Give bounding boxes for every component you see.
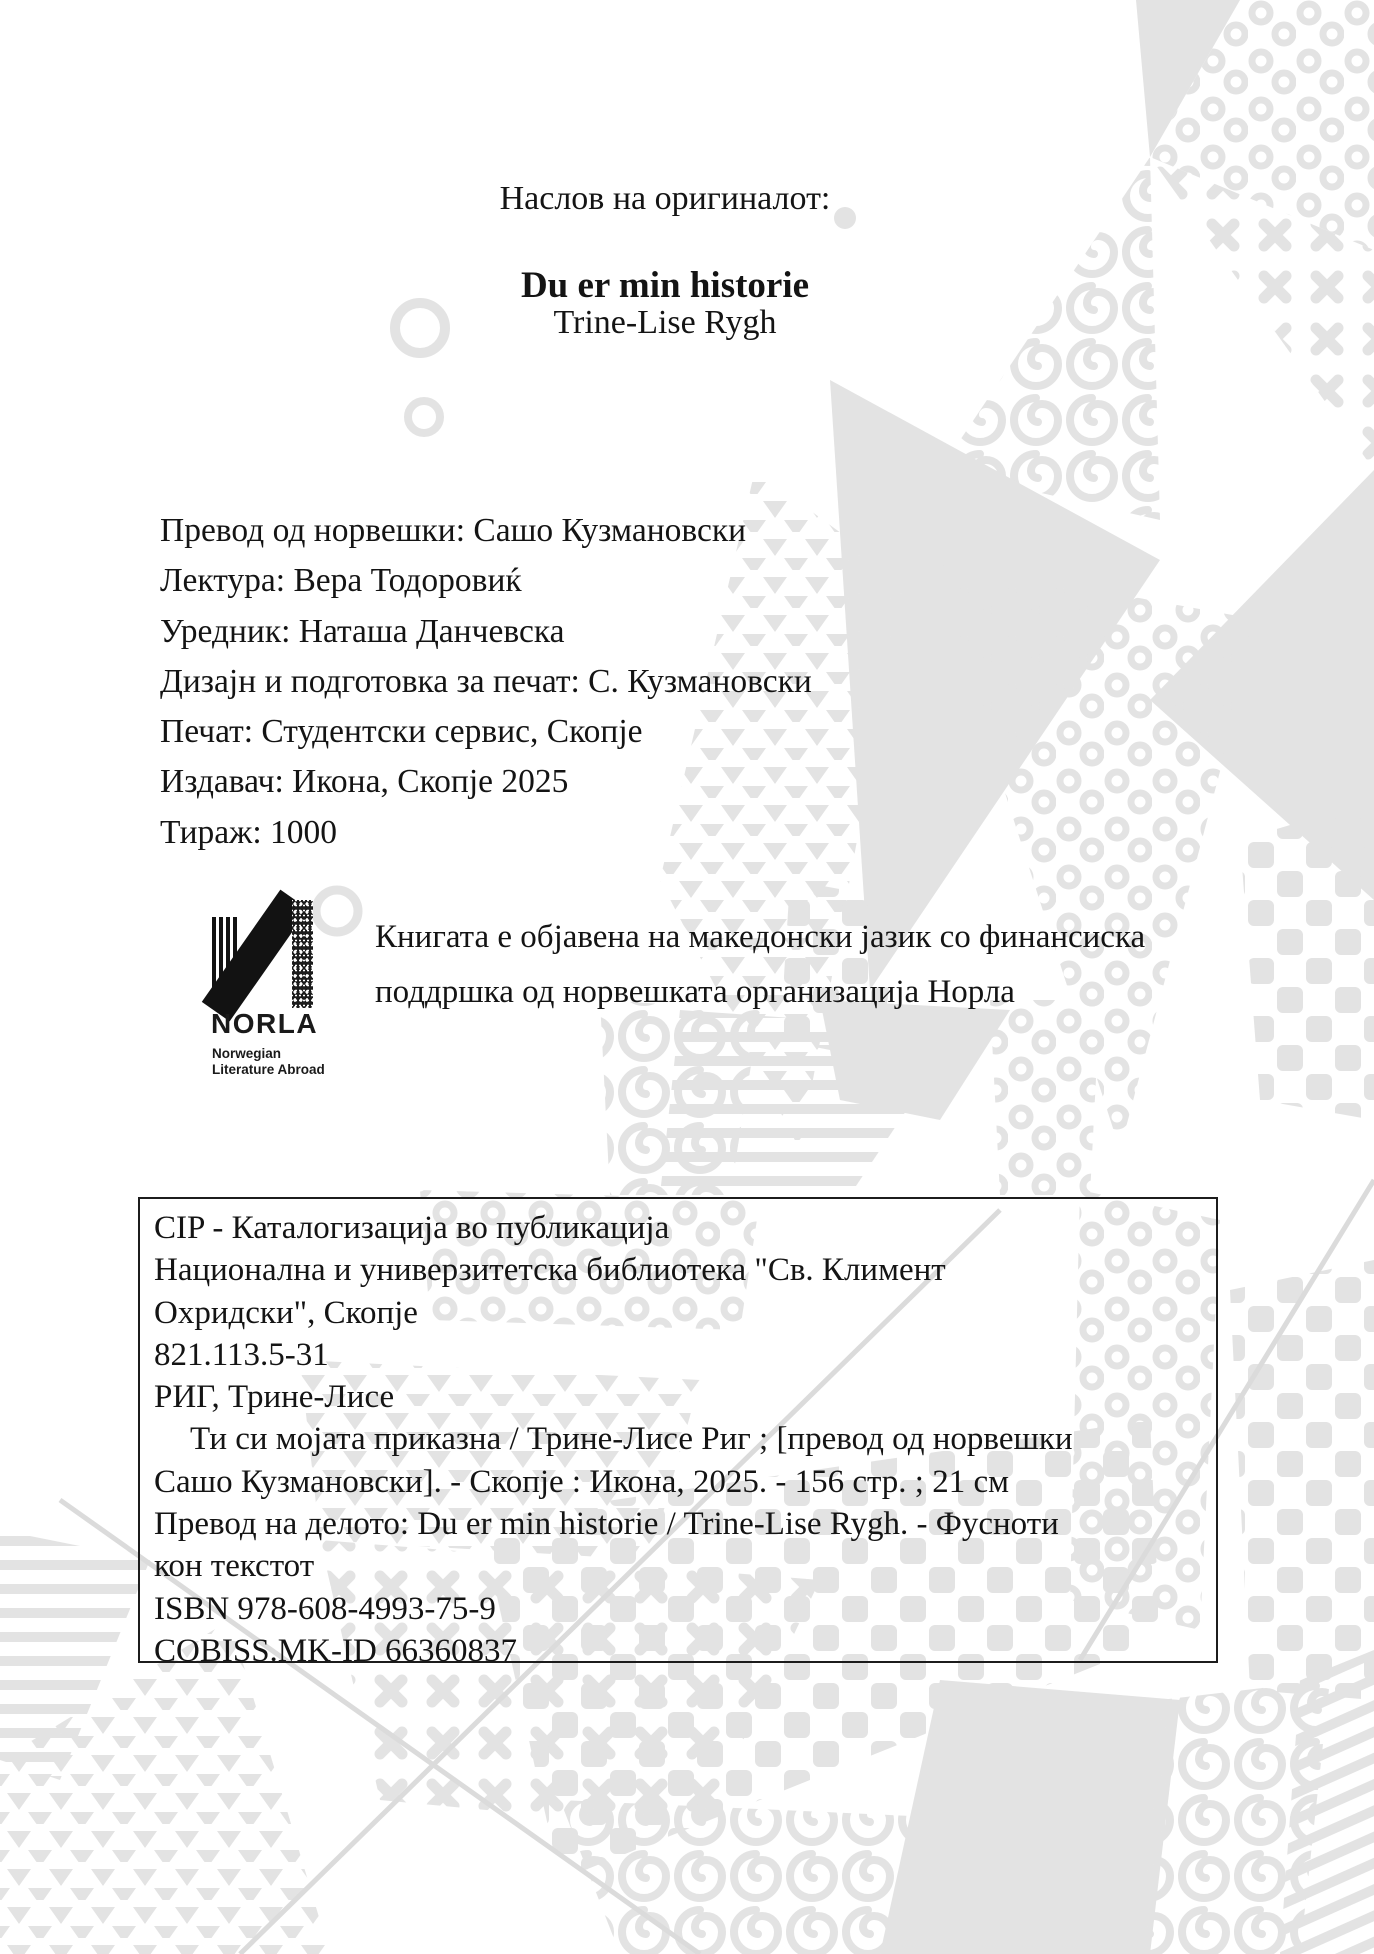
norla-logo-wordmark: NORLA	[211, 1008, 319, 1039]
credit-translator: Превод од норвешки: Сашо Кузмановски	[160, 512, 747, 549]
cip-translation-note-line2: кон текстот	[154, 1548, 315, 1585]
cip-title-statement-line2: Сашо Кузмановски]. - Скопје : Икона, 2025. - 156 стр. ; 21 см	[154, 1463, 1010, 1500]
cip-isbn: ISBN 978-608-4993-75-9	[154, 1590, 496, 1627]
cip-author-heading: РИГ, Трине-Лисе	[154, 1379, 395, 1416]
cip-translation-note-line1: Превод на делото: Du er min historie / Trine-Lise Rygh. - Фусноти	[154, 1506, 1059, 1543]
cip-header: CIP - Каталогизација во публикација	[154, 1210, 670, 1246]
norla-logo-mark-textured-bar	[292, 900, 313, 1008]
cip-udc-number: 821.113.5-31	[154, 1336, 329, 1373]
original-title-label: Наслов на оригиналот:	[499, 180, 831, 217]
norla-support-note: Книгата е објавена на македонски јазик со финансиска поддршка од норвешката организација Норла	[375, 919, 1146, 1010]
credit-design: Дизајн и подготовка за печат: С. Кузмановски	[160, 662, 812, 700]
original-title: Du er min historie	[520, 265, 810, 306]
credit-publisher: Издавач: Икона, Скопје 2025	[160, 763, 569, 801]
original-author: Trine-Lise Rygh	[553, 304, 777, 341]
cip-library-line1: Национална и универзитетска библиотека "Св. Климент	[154, 1252, 946, 1289]
cip-cobiss-id: COBISS.MK-ID 66360837	[154, 1632, 518, 1669]
credits-block	[160, 506, 812, 858]
credit-print: Печат: Студентски сервис, Скопје	[160, 713, 643, 751]
cip-box	[138, 1197, 1218, 1669]
credit-proofreader: Лектура: Вера Тодоровиќ	[160, 562, 522, 600]
norla-logo-tagline: Norwegian Literature Abroad	[212, 1046, 325, 1077]
cip-title-statement-line1: Ти си мојата приказна / Трине-Лисе Риг ; [превод од норвешки	[190, 1421, 1073, 1458]
norla-logo	[165, 890, 345, 1080]
cip-library-line2: Охридски", Скопје	[154, 1294, 418, 1331]
credit-print-run: Тираж: 1000	[160, 813, 338, 851]
credit-editor: Уредник: Наташа Данчевска	[160, 612, 565, 650]
